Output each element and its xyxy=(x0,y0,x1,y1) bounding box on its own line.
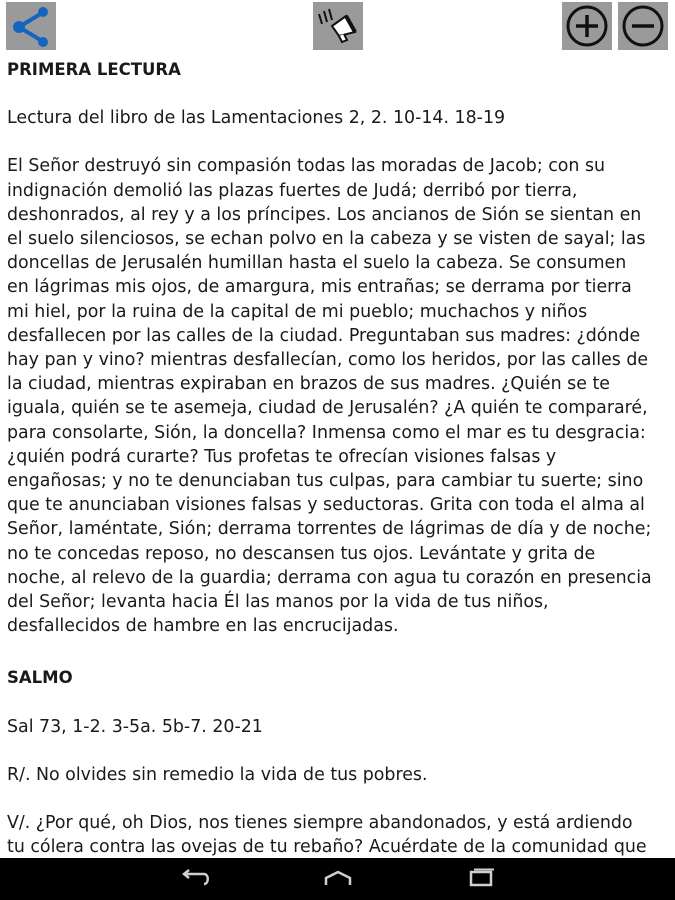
megaphone-speak-icon xyxy=(313,2,363,50)
system-navigation-bar xyxy=(0,858,675,900)
text-line: ¿quién podrá curarte? Tus profetas te ofrecían visiones falsas y xyxy=(7,446,557,467)
recent-apps-icon xyxy=(460,866,500,892)
back-icon xyxy=(176,866,216,892)
zoom-out-button[interactable] xyxy=(618,2,668,50)
psalm-response: R/. No olvides sin remedio la vida de tus pobres. xyxy=(7,764,428,785)
text-line: para consolarte, Sión, la doncella? Inmensa como el mar es tu desgracia: xyxy=(7,422,646,443)
zoom-in-plus-icon xyxy=(562,2,612,50)
text-line: que te anunciaban visiones falsas y seductoras. Grita con toda el alma al xyxy=(7,495,645,516)
text-line: en lágrimas mis ojos, de amargura, mis entrañas; se derrama por tierra xyxy=(7,277,632,298)
back-button[interactable] xyxy=(176,866,216,892)
text-line: deshonrados, al rey y a los príncipes. Los ancianos de Sión se sientan en xyxy=(7,204,642,225)
text-line: no te concedas reposo, no descansen tus ojos. Levántate y grita de xyxy=(7,543,596,564)
text-line: desfallecen por las calles de la ciudad. Preguntaban sus madres: ¿dónde xyxy=(7,325,641,346)
psalm-reference: Sal 73, 1-2. 3-5a. 5b-7. 20-21 xyxy=(7,716,263,737)
text-line: desfallecidos de hambre en las encrucijadas. xyxy=(7,616,399,637)
share-icon xyxy=(6,2,56,50)
top-toolbar xyxy=(0,0,675,52)
psalm-heading: SALMO xyxy=(7,668,73,688)
text-line: Señor, laméntate, Sión; derrama torrentes de lágrimas de día y de noche; xyxy=(7,519,652,540)
text-line: doncellas de Jerusalén humillan hasta el suelo la cabeza. Se consumen xyxy=(7,253,627,274)
first-reading-text xyxy=(7,154,669,638)
text-line: iguala, quién se te asemeja, ciudad de Jerusalén? ¿A quién te compararé, xyxy=(7,398,648,419)
text-line: V/. ¿Por qué, oh Dios, nos tienes siempre abandonados, y está ardiendo xyxy=(7,813,633,834)
speak-button[interactable] xyxy=(313,2,363,50)
text-line: engañosas; y no te denunciaban tus culpas, para cambiar tu suerte; sino xyxy=(7,471,644,492)
home-button[interactable] xyxy=(318,866,358,892)
text-line: noche, al relevo de la guardia; derrama con agua tu corazón en presencia xyxy=(7,567,652,588)
text-line: tu cólera contra las ovejas de tu rebaño? Acuérdate de la comunidad que xyxy=(7,837,647,858)
share-button[interactable] xyxy=(6,2,56,50)
text-line: El Señor destruyó sin compasión todas las moradas de Jacob; con su xyxy=(7,156,606,177)
home-icon xyxy=(318,866,358,892)
text-line: indignación demolió las plazas fuertes de Judá; derribó por tierra, xyxy=(7,180,578,201)
zoom-out-minus-icon xyxy=(618,2,668,50)
zoom-in-button[interactable] xyxy=(562,2,612,50)
text-line: hay pan y vino? mientras desfallecían, como los heridos, por las calles de xyxy=(7,350,649,371)
text-line: mi hiel, por la ruina de la capital de mi pueblo; muchachos y niños xyxy=(7,301,588,322)
first-reading-heading: PRIMERA LECTURA xyxy=(7,60,181,79)
reading-content[interactable] xyxy=(7,54,669,856)
text-line: la ciudad, mientras expiraban en brazos de sus madres. ¿Quién se te xyxy=(7,374,610,395)
text-line: del Señor; levanta hacia Él las manos por la vida de tus niños, xyxy=(7,592,549,613)
recent-apps-button[interactable] xyxy=(460,866,500,892)
first-reading-reference: Lectura del libro de las Lamentaciones 2, 2. 10-14. 18-19 xyxy=(7,108,506,129)
text-line: el suelo silenciosos, se echan polvo en la cabeza y se visten de sayal; las xyxy=(7,229,646,250)
